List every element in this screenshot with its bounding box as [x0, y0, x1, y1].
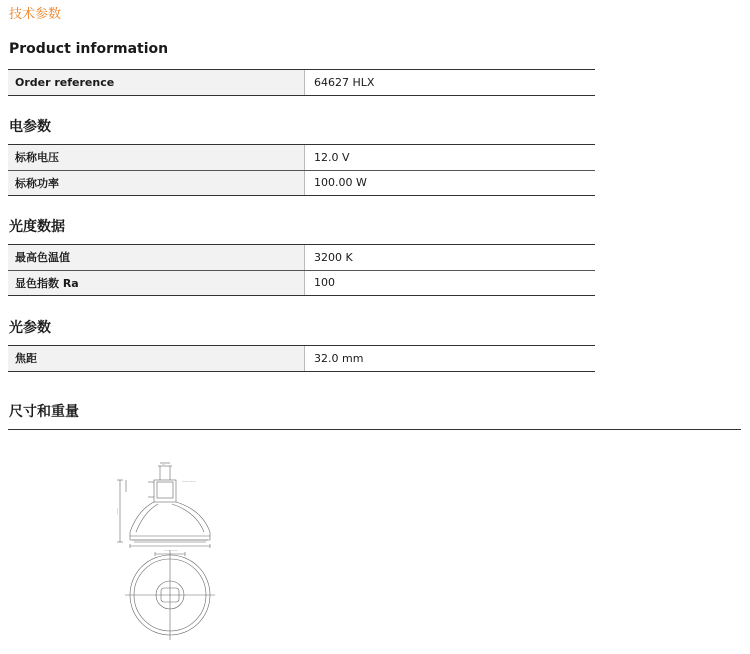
spec-label: Order reference — [8, 70, 304, 95]
table-row — [8, 346, 595, 371]
svg-text:—— ——: —— —— — [182, 479, 196, 483]
section-divider — [8, 429, 741, 430]
spec-value: 64627 HLX — [304, 70, 595, 95]
section-heading-dimensions: 尺寸和重量 — [9, 404, 79, 420]
spec-value: 100 — [304, 271, 595, 296]
spec-label: 显色指数 Ra — [8, 271, 304, 296]
table-row — [8, 145, 595, 170]
spec-table-photometric — [8, 244, 595, 296]
table-row — [8, 70, 595, 95]
lamp-dimension-drawing — [110, 462, 225, 642]
spec-table-optical — [8, 345, 595, 372]
spec-value: 100.00 W — [304, 171, 595, 196]
svg-text:—— ——: —— —— — [164, 548, 178, 552]
section-heading-photometric: 光度数据 — [9, 219, 65, 235]
table-row — [8, 245, 595, 270]
table-row — [8, 270, 595, 296]
spec-label: 标称功率 — [8, 171, 304, 196]
table-row — [8, 170, 595, 196]
spec-label: 焦距 — [8, 346, 304, 371]
spec-table-product-information — [8, 69, 595, 96]
spec-value: 12.0 V — [304, 145, 595, 170]
section-heading-optical: 光参数 — [9, 320, 51, 336]
svg-text:—: — — [162, 462, 166, 466]
spec-value: 32.0 mm — [304, 346, 595, 371]
spec-table-electrical — [8, 144, 595, 196]
page-title: 技术参数 — [9, 7, 62, 22]
spec-label: 标称电压 — [8, 145, 304, 170]
section-heading-electrical: 电参数 — [9, 119, 51, 135]
svg-text:——: —— — [115, 507, 119, 514]
spec-value: 3200 K — [304, 245, 595, 270]
spec-label: 最高色温值 — [8, 245, 304, 270]
section-heading-product-information: Product information — [9, 41, 169, 57]
